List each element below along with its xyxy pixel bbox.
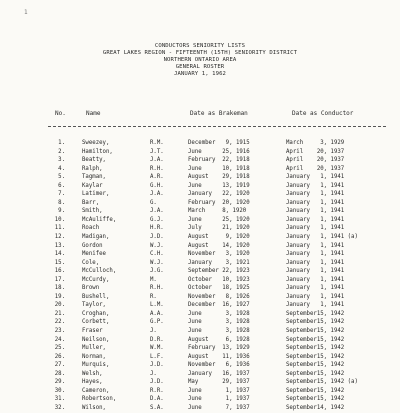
row-number: 13. <box>54 242 65 249</box>
row-conductor-date: September15, 1942 <box>286 370 345 377</box>
row-name: Roach <box>82 225 100 232</box>
row-brakeman-date: November 8, 1926 <box>188 293 250 300</box>
header-title: CONDUCTORS SENIORITY LISTS <box>154 43 246 49</box>
roster-table <box>0 139 400 413</box>
row-number: 20. <box>54 302 65 309</box>
table-row <box>0 301 400 310</box>
row-brakeman-date: June 3, 1928 <box>188 310 250 317</box>
row-brakeman-date: June 7, 1937 <box>188 404 250 411</box>
row-name: McCulloch, <box>82 268 117 275</box>
row-brakeman-date: December 9, 1915 <box>188 140 250 146</box>
row-number: 32. <box>54 404 65 411</box>
row-name: Gordon <box>82 242 103 249</box>
row-conductor-date: January 1, 1941 <box>286 191 345 198</box>
row-brakeman-date: June 13, 1919 <box>188 182 250 189</box>
table-row <box>0 242 400 251</box>
row-conductor-date: January 1, 1941 <box>286 259 345 266</box>
row-number: 8. <box>58 199 65 206</box>
row-brakeman-date: July 21, 1920 <box>188 225 250 232</box>
table-row <box>0 139 400 148</box>
row-initials: J.G. <box>150 268 164 275</box>
row-conductor-date: September15, 1942 <box>286 336 345 343</box>
table-row <box>0 233 400 242</box>
row-initials: J.D. <box>150 234 164 241</box>
row-number: 18. <box>54 285 65 292</box>
row-conductor-date: March 3, 1929 <box>286 140 345 146</box>
row-brakeman-date: June 25, 1916 <box>188 148 250 155</box>
row-initials: R.H. <box>150 285 164 292</box>
row-number: 10. <box>54 216 65 223</box>
row-initials: J.T. <box>150 148 164 155</box>
row-name: Norman, <box>82 353 106 360</box>
row-number: 1. <box>58 140 65 146</box>
row-name: Murquis, <box>82 362 110 369</box>
row-name: Brown <box>82 285 100 292</box>
row-conductor-date: April 20, 1937 <box>286 157 345 164</box>
page-number: 1 <box>24 9 28 16</box>
row-conductor-date: January 1, 1941 <box>286 225 345 232</box>
row-brakeman-date: June 3, 1928 <box>188 319 250 326</box>
row-name: McCurdy, <box>82 276 110 283</box>
table-row <box>0 336 400 345</box>
row-number: 5. <box>58 174 65 181</box>
row-brakeman-date: February 20, 1920 <box>188 199 250 206</box>
row-brakeman-date: June 10, 1918 <box>188 165 250 172</box>
row-initials: M. <box>150 276 157 283</box>
row-number: 11. <box>54 225 65 232</box>
row-initials: W.M. <box>150 345 164 352</box>
row-initials: W.J. <box>150 242 164 249</box>
row-number: 16. <box>54 268 65 275</box>
header-date: JANUARY 1, 1962 <box>173 71 227 77</box>
row-conductor-date: September15, 1942 <box>286 319 345 326</box>
row-initials: R.H. <box>150 165 164 172</box>
row-name: Welsh, <box>82 370 103 377</box>
row-conductor-date: September15, 1942 <box>286 396 345 403</box>
row-conductor-date: January 1, 1941 <box>286 251 345 258</box>
row-name: Robertson, <box>82 396 117 403</box>
row-initials: J. <box>150 370 157 377</box>
row-conductor-date: January 1, 1941 <box>286 293 345 300</box>
row-name: Neilson, <box>82 336 110 343</box>
table-row <box>0 224 400 233</box>
column-header-no: No. <box>55 110 66 117</box>
header-region: GREAT LAKES REGION - FIFTEENTH (15TH) SENIORITY DISTRICT <box>102 50 298 56</box>
row-conductor-date: January 1, 1941 <box>286 216 345 223</box>
row-conductor-date: September14, 1942 <box>286 404 345 411</box>
row-initials: G.P. <box>150 319 164 326</box>
row-conductor-date: January 1, 1941 <box>286 302 345 309</box>
row-name: Beatty, <box>82 157 106 164</box>
table-row <box>0 148 400 157</box>
row-conductor-date: January 1, 1941 (a) <box>286 234 358 241</box>
table-row <box>0 387 400 396</box>
row-number: 30. <box>54 387 65 394</box>
table-row <box>0 370 400 379</box>
row-brakeman-date: May 29, 1937 <box>188 379 250 386</box>
row-initials: G. <box>150 199 157 206</box>
row-initials: S.A. <box>150 404 164 411</box>
table-row <box>0 293 400 302</box>
row-brakeman-date: January 22, 1920 <box>188 191 250 198</box>
row-name: Croghan, <box>82 310 110 317</box>
row-initials: W.J. <box>150 259 164 266</box>
table-row <box>0 353 400 362</box>
row-number: 25. <box>54 345 65 352</box>
row-initials: J.D. <box>150 362 164 369</box>
row-brakeman-date: November 3, 1920 <box>188 251 250 258</box>
row-brakeman-date: February 22, 1918 <box>188 157 250 164</box>
row-initials: J.A. <box>150 208 164 215</box>
row-number: 31. <box>54 396 65 403</box>
row-conductor-date: April 20, 1937 <box>286 148 345 155</box>
row-name: Hamilton, <box>82 148 113 155</box>
row-conductor-date: January 1, 1941 <box>286 182 345 189</box>
row-name: Wilson, <box>82 404 106 411</box>
row-number: 14. <box>54 251 65 258</box>
row-number: 2. <box>58 148 65 155</box>
table-row <box>0 250 400 259</box>
row-initials: R.R. <box>150 387 164 394</box>
row-number: 27. <box>54 362 65 369</box>
row-name: Hayes, <box>82 379 103 386</box>
row-name: Menifee <box>82 251 106 258</box>
table-row <box>0 327 400 336</box>
table-row <box>0 267 400 276</box>
row-number: 15. <box>54 259 65 266</box>
row-brakeman-date: August 29, 1918 <box>188 174 250 181</box>
row-conductor-date: January 1, 1941 <box>286 208 345 215</box>
row-conductor-date: January 1, 1941 <box>286 199 345 206</box>
column-header-brakeman: Date as Brakeman <box>190 110 248 117</box>
row-initials: J. <box>150 328 157 335</box>
header-divider <box>48 126 386 127</box>
row-brakeman-date: September 22, 1923 <box>188 268 250 275</box>
row-name: Latimer, <box>82 191 110 198</box>
row-brakeman-date: June 1, 1937 <box>188 396 250 403</box>
row-conductor-date: January 1, 1941 <box>286 242 345 249</box>
table-row <box>0 165 400 174</box>
row-conductor-date: January 1, 1941 <box>286 268 345 275</box>
row-initials: L.F. <box>150 353 164 360</box>
row-initials: J.A. <box>150 191 164 198</box>
row-conductor-date: January 1, 1941 <box>286 276 345 283</box>
table-row <box>0 344 400 353</box>
row-initials: A.R. <box>150 174 164 181</box>
table-row <box>0 284 400 293</box>
row-number: 4. <box>58 165 65 172</box>
header-roster: GENERAL ROSTER <box>175 64 225 70</box>
row-name: Fraser <box>82 328 103 335</box>
header-area: NORTHERN ONTARIO AREA <box>163 57 237 63</box>
row-brakeman-date: August 6, 1928 <box>188 336 250 343</box>
table-row <box>0 404 400 413</box>
row-conductor-date: April 20, 1937 <box>286 165 345 172</box>
table-row <box>0 173 400 182</box>
row-brakeman-date: November 6, 1936 <box>188 362 250 369</box>
table-row <box>0 310 400 319</box>
row-conductor-date: January 1, 1941 <box>286 285 345 292</box>
row-brakeman-date: October 10, 1923 <box>188 276 250 283</box>
row-number: 26. <box>54 353 65 360</box>
column-header-name: Name <box>86 110 101 117</box>
row-initials: G.H. <box>150 182 164 189</box>
row-name: Corbett, <box>82 319 110 326</box>
row-number: 7. <box>58 191 65 198</box>
row-brakeman-date: December 16, 1927 <box>188 302 250 309</box>
row-initials: G.J. <box>150 216 164 223</box>
row-brakeman-date: January 16, 1937 <box>188 370 250 377</box>
row-initials: L.M. <box>150 302 164 309</box>
row-initials: D.R. <box>150 336 164 343</box>
row-initials: H.R. <box>150 225 164 232</box>
row-conductor-date: September15, 1942 <box>286 362 345 369</box>
row-conductor-date: September15, 1942 (a) <box>286 379 358 386</box>
row-brakeman-date: March 8, 1920 <box>188 208 247 215</box>
row-conductor-date: January 1, 1941 <box>286 174 345 181</box>
table-row <box>0 378 400 387</box>
row-name: Bushell, <box>82 293 110 300</box>
row-initials: C.H. <box>150 251 164 258</box>
row-number: 12. <box>54 234 65 241</box>
row-name: Smith, <box>82 208 103 215</box>
row-conductor-date: September15, 1942 <box>286 345 345 352</box>
row-number: 29. <box>54 379 65 386</box>
row-brakeman-date: August 11, 1936 <box>188 353 250 360</box>
row-brakeman-date: October 18, 1925 <box>188 285 250 292</box>
row-number: 21. <box>54 310 65 317</box>
row-brakeman-date: June 1, 1937 <box>188 387 250 394</box>
table-row <box>0 190 400 199</box>
row-number: 17. <box>54 276 65 283</box>
row-name: Madigan, <box>82 234 110 241</box>
row-number: 9. <box>58 208 65 215</box>
row-name: Barr, <box>82 199 100 206</box>
table-row <box>0 318 400 327</box>
row-initials: J.A. <box>150 157 164 164</box>
table-row <box>0 207 400 216</box>
row-brakeman-date: June 3, 1928 <box>188 328 250 335</box>
table-row <box>0 259 400 268</box>
table-row <box>0 276 400 285</box>
row-name: Muller, <box>82 345 106 352</box>
row-initials: J.D. <box>150 379 164 386</box>
row-name: Cole, <box>82 259 100 266</box>
row-brakeman-date: January 3, 1921 <box>188 259 250 266</box>
row-number: 22. <box>54 319 65 326</box>
row-brakeman-date: June 25, 1920 <box>188 216 250 223</box>
row-number: 6. <box>58 182 65 189</box>
table-row <box>0 199 400 208</box>
row-number: 3. <box>58 157 65 164</box>
row-initials: R.M. <box>150 140 164 146</box>
row-conductor-date: September15, 1942 <box>286 310 345 317</box>
row-name: Tagman, <box>82 174 106 181</box>
row-initials: A.A. <box>150 310 164 317</box>
table-row <box>0 216 400 225</box>
row-name: McAuliffe, <box>82 216 117 223</box>
row-conductor-date: September15, 1942 <box>286 387 345 394</box>
table-row <box>0 361 400 370</box>
row-name: Kaylar <box>82 182 103 189</box>
row-name: Cameron, <box>82 387 110 394</box>
row-brakeman-date: August 9, 1920 <box>188 234 250 241</box>
row-brakeman-date: August 14, 1920 <box>188 242 250 249</box>
row-initials: D.A. <box>150 396 164 403</box>
column-header-conductor: Date as Conductor <box>292 110 354 117</box>
table-row <box>0 182 400 191</box>
row-brakeman-date: February 13, 1929 <box>188 345 250 352</box>
row-number: 19. <box>54 293 65 300</box>
row-number: 24. <box>54 336 65 343</box>
table-row <box>0 156 400 165</box>
row-name: Ralph, <box>82 165 103 172</box>
row-number: 23. <box>54 328 65 335</box>
row-name: Taylor, <box>82 302 106 309</box>
row-initials: R. <box>150 293 157 300</box>
row-name: Sweezey, <box>82 140 110 146</box>
row-conductor-date: September15, 1942 <box>286 328 345 335</box>
row-number: 28. <box>54 370 65 377</box>
row-conductor-date: September15, 1942 <box>286 353 345 360</box>
